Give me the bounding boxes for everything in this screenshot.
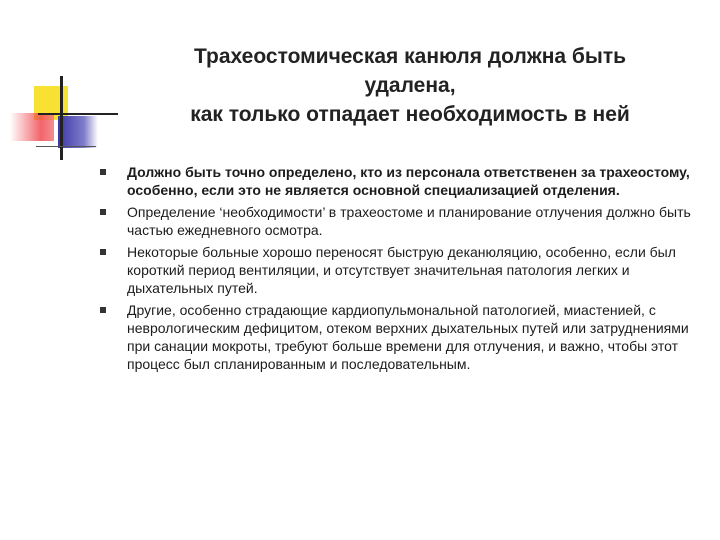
bullet-list	[100, 163, 705, 377]
bullet-square-icon	[100, 209, 106, 215]
bullet-item	[100, 163, 705, 199]
bullet-square-icon	[100, 169, 106, 175]
decor-horizontal-line-lower	[36, 146, 96, 147]
decor-vertical-line	[60, 76, 63, 160]
bullet-text: Некоторые больные хорошо переносят быструю деканюляцию, особенно, если был короткий период вентиляции, и отсутствует значительная патология легких и дыхательных путей.	[127, 244, 676, 296]
decor-horizontal-line	[38, 113, 118, 115]
bullet-square-icon	[100, 249, 106, 255]
title-line: удалена,	[364, 74, 456, 97]
bullet-text: Определение ‘необходимости’ в трахеостоме и планирование отлучения должно быть частью ежедневного осмотра.	[127, 204, 691, 238]
bullet-square-icon	[100, 307, 106, 313]
bullet-item	[100, 243, 705, 297]
bullet-text: Должно быть точно определено, кто из персонала ответственен за трахеостому, особенно, если это не является основной специализацией отделения.	[127, 164, 690, 198]
slide-title	[120, 42, 700, 129]
title-line: как только отпадает необходимость в ней	[190, 103, 630, 126]
bullet-text: Другие, особенно страдающие кардиопульмональной патологией, миастенией, с неврологическим дефицитом, отеком верхних дыхательных путей или затруднениями при санации мокроты, требуют больше времени для отлучения, и важно, чтобы этот процесс был спланированным и последовательным.	[127, 302, 689, 372]
bullet-item	[100, 301, 705, 373]
title-line: Трахеостомическая канюля должна быть	[193, 45, 627, 68]
bullet-item	[100, 203, 705, 239]
decor-blue-bar	[58, 116, 98, 148]
decor-red-bar	[10, 113, 54, 141]
